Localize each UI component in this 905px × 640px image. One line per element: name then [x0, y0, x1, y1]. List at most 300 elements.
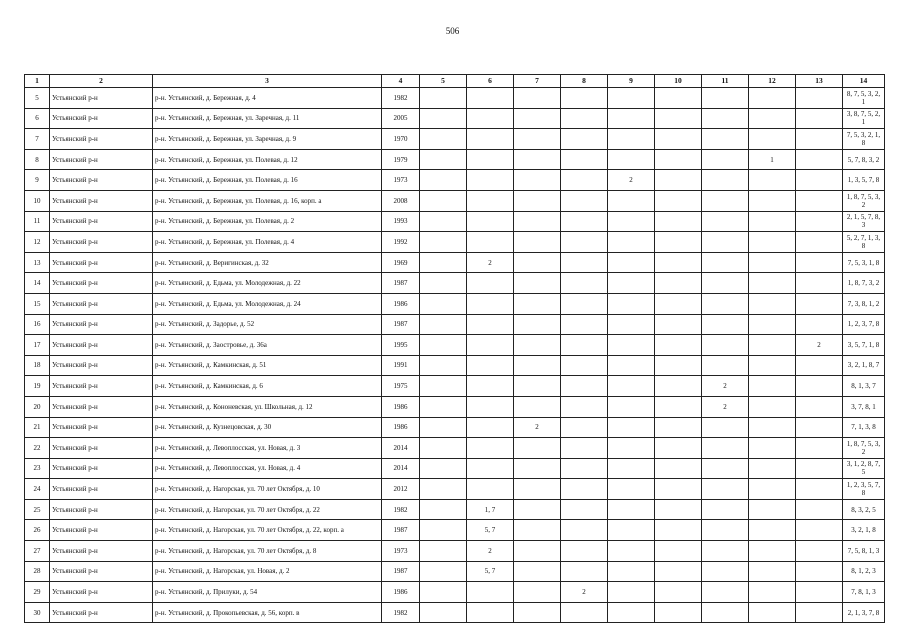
table-cell [655, 582, 702, 603]
column-header: 10 [655, 75, 702, 88]
table-cell [608, 273, 655, 294]
table-cell [561, 335, 608, 356]
table-cell [561, 149, 608, 170]
table-cell [749, 108, 796, 129]
table-cell: 1982 [382, 88, 420, 109]
table-cell: 1, 8, 7, 5, 3, 2 [843, 438, 885, 459]
table-row [25, 520, 885, 541]
table-cell [796, 273, 843, 294]
table-cell [561, 273, 608, 294]
table-cell: р-н. Устьянский, д. Левоплосская, ул. Новая, д. 4 [153, 458, 382, 479]
table-cell [561, 129, 608, 150]
table-cell [655, 273, 702, 294]
table-cell: Устьянский р-н [50, 499, 153, 520]
table-cell: р-н. Устьянский, д. Бережная, д. 4 [153, 88, 382, 109]
table-cell [655, 314, 702, 335]
table-cell [749, 355, 796, 376]
table-cell: 8, 1, 3, 7 [843, 376, 885, 397]
table-cell [608, 314, 655, 335]
table-cell: р-н. Устьянский, д. Бережная, ул. Полевая, д. 16 [153, 170, 382, 191]
table-cell: 2012 [382, 479, 420, 500]
table-row [25, 335, 885, 356]
table-cell [796, 458, 843, 479]
table-cell: 29 [25, 582, 50, 603]
table-cell: Устьянский р-н [50, 190, 153, 211]
table-cell: р-н. Устьянский, д. Бережная, ул. Заречная, д. 11 [153, 108, 382, 129]
table-cell [702, 335, 749, 356]
table-cell [561, 252, 608, 273]
table-cell [796, 417, 843, 438]
table-cell: р-н. Устьянский, д. Задорье, д. 52 [153, 314, 382, 335]
table-cell [420, 355, 467, 376]
table-cell [796, 211, 843, 232]
table-cell [514, 396, 561, 417]
table-cell [467, 335, 514, 356]
column-header: 13 [796, 75, 843, 88]
table-cell [514, 438, 561, 459]
table-cell: 2 [796, 335, 843, 356]
table-cell [702, 602, 749, 623]
table-cell [608, 602, 655, 623]
table-cell: р-н. Устьянский, д. Едьма, ул. Молодежная, д. 22 [153, 273, 382, 294]
table-cell [514, 170, 561, 191]
table-cell [702, 129, 749, 150]
table-cell: 1, 8, 7, 5, 3, 2 [843, 190, 885, 211]
table-cell: р-н. Устьянский, д. Нагорская, ул. 70 лет Октября, д. 22, корп. а [153, 520, 382, 541]
table-cell [420, 376, 467, 397]
table-cell: 27 [25, 541, 50, 562]
table-cell [796, 149, 843, 170]
table-cell [561, 170, 608, 191]
table-cell: 5, 7, 8, 3, 2 [843, 149, 885, 170]
table-cell [514, 499, 561, 520]
table-cell: 8, 7, 5, 3, 2, 1 [843, 88, 885, 109]
table-cell [514, 149, 561, 170]
table-cell [561, 108, 608, 129]
table-row [25, 458, 885, 479]
table-cell: 23 [25, 458, 50, 479]
table-row [25, 541, 885, 562]
table-cell [702, 541, 749, 562]
column-header: 2 [50, 75, 153, 88]
table-cell [467, 88, 514, 109]
table-cell: 28 [25, 561, 50, 582]
table-cell: 2005 [382, 108, 420, 129]
table-cell: 1986 [382, 396, 420, 417]
table-cell [561, 417, 608, 438]
table-cell [702, 582, 749, 603]
table-cell: р-н. Устьянский, д. Кононевская, ул. Школьная, д. 12 [153, 396, 382, 417]
table-row [25, 582, 885, 603]
table-cell [608, 541, 655, 562]
table-cell [514, 252, 561, 273]
header-row [25, 75, 885, 88]
table-row [25, 273, 885, 294]
table-cell [420, 149, 467, 170]
table-cell: 7, 5, 3, 1, 8 [843, 252, 885, 273]
table-cell [702, 520, 749, 541]
column-header: 8 [561, 75, 608, 88]
table-cell [608, 335, 655, 356]
table-cell: 1986 [382, 417, 420, 438]
table-cell: Устьянский р-н [50, 273, 153, 294]
table-cell: Устьянский р-н [50, 396, 153, 417]
table-cell: 2 [561, 582, 608, 603]
column-header: 5 [420, 75, 467, 88]
table-cell [796, 170, 843, 191]
table-cell: Устьянский р-н [50, 170, 153, 191]
table-cell [796, 396, 843, 417]
table-cell: 18 [25, 355, 50, 376]
table-cell: Устьянский р-н [50, 561, 153, 582]
table-cell: 7 [25, 129, 50, 150]
table-cell [749, 129, 796, 150]
table-cell [420, 170, 467, 191]
table-cell: р-н. Устьянский, д. Нагорская, ул. 70 лет Октября, д. 8 [153, 541, 382, 562]
table-cell [608, 376, 655, 397]
table-cell [796, 602, 843, 623]
table-cell [608, 479, 655, 500]
table-cell [796, 438, 843, 459]
table-cell [561, 376, 608, 397]
data-table [24, 74, 885, 623]
table-cell [561, 602, 608, 623]
table-cell [420, 129, 467, 150]
table-cell [420, 335, 467, 356]
table-cell [749, 293, 796, 314]
table-cell: Устьянский р-н [50, 293, 153, 314]
table-cell [796, 561, 843, 582]
table-cell [467, 376, 514, 397]
table-cell [702, 149, 749, 170]
table-cell: р-н. Устьянский, д. Кузнецовская, д. 30 [153, 417, 382, 438]
table-cell [749, 396, 796, 417]
table-cell: 1969 [382, 252, 420, 273]
table-row [25, 561, 885, 582]
column-header: 6 [467, 75, 514, 88]
table-cell [608, 211, 655, 232]
table-cell: 1993 [382, 211, 420, 232]
table-cell [514, 520, 561, 541]
table-cell: 1970 [382, 129, 420, 150]
table-row [25, 376, 885, 397]
table-cell [608, 129, 655, 150]
table-cell: 1982 [382, 499, 420, 520]
column-header: 1 [25, 75, 50, 88]
table-cell: 13 [25, 252, 50, 273]
table-cell [655, 602, 702, 623]
table-cell [608, 520, 655, 541]
table-cell [796, 355, 843, 376]
table-cell [702, 211, 749, 232]
table-cell: р-н. Устьянский, д. Нагорская, ул. 70 лет Октября, д. 10 [153, 479, 382, 500]
table-cell: 1995 [382, 335, 420, 356]
table-row [25, 232, 885, 253]
table-cell [655, 232, 702, 253]
table-cell [796, 88, 843, 109]
table-cell: 3, 5, 7, 1, 8 [843, 335, 885, 356]
table-cell [514, 335, 561, 356]
table-cell [467, 129, 514, 150]
table-row [25, 190, 885, 211]
table-cell [655, 561, 702, 582]
table-cell [514, 561, 561, 582]
table-cell: 5, 2, 7, 1, 3, 8 [843, 232, 885, 253]
table-cell: 21 [25, 417, 50, 438]
table-cell [796, 232, 843, 253]
table-cell [749, 376, 796, 397]
table-row [25, 479, 885, 500]
table-cell [749, 211, 796, 232]
table-cell [796, 479, 843, 500]
table-cell [420, 190, 467, 211]
table-cell [796, 582, 843, 603]
table-cell [608, 499, 655, 520]
column-header: 3 [153, 75, 382, 88]
table-cell: р-н. Устьянский, д. Камкинская, д. 6 [153, 376, 382, 397]
table-cell: 1986 [382, 582, 420, 603]
table-cell: 1979 [382, 149, 420, 170]
table-cell [655, 376, 702, 397]
table-cell [561, 541, 608, 562]
table-cell: Устьянский р-н [50, 88, 153, 109]
table-cell [655, 129, 702, 150]
table-cell: р-н. Устьянский, д. Камкинская, д. 51 [153, 355, 382, 376]
table-cell [796, 252, 843, 273]
table-cell [420, 582, 467, 603]
table-cell [702, 479, 749, 500]
table-cell [420, 541, 467, 562]
table-cell [467, 314, 514, 335]
table-cell: р-н. Устьянский, д. Нагорская, ул. 70 лет Октября, д. 22 [153, 499, 382, 520]
table-cell [514, 602, 561, 623]
table-row [25, 314, 885, 335]
table-cell: 14 [25, 273, 50, 294]
table-cell: 8 [25, 149, 50, 170]
table-cell [702, 108, 749, 129]
table-cell: 3, 2, 1, 8, 7 [843, 355, 885, 376]
table-cell: 5 [25, 88, 50, 109]
table-cell [655, 541, 702, 562]
table-cell [655, 499, 702, 520]
table-cell: 2014 [382, 438, 420, 459]
table-cell: 8, 3, 2, 5 [843, 499, 885, 520]
table-cell: Устьянский р-н [50, 458, 153, 479]
table-cell: Устьянский р-н [50, 211, 153, 232]
table-cell [514, 273, 561, 294]
table-cell: Устьянский р-н [50, 602, 153, 623]
table-cell [467, 232, 514, 253]
table-cell [467, 190, 514, 211]
table-cell [749, 458, 796, 479]
table-cell [655, 458, 702, 479]
table-cell: 2 [702, 396, 749, 417]
table-cell: 1987 [382, 520, 420, 541]
table-cell: Устьянский р-н [50, 520, 153, 541]
table-cell [608, 561, 655, 582]
table-cell [514, 211, 561, 232]
table-cell [796, 190, 843, 211]
table-cell: р-н. Устьянский, д. Прилуки, д. 54 [153, 582, 382, 603]
table-cell [608, 252, 655, 273]
table-cell: 1, 3, 5, 7, 8 [843, 170, 885, 191]
column-header: 14 [843, 75, 885, 88]
table-cell: Устьянский р-н [50, 252, 153, 273]
table-cell: 1, 2, 3, 5, 7, 8 [843, 479, 885, 500]
table-row [25, 170, 885, 191]
table-row [25, 293, 885, 314]
table-cell [702, 170, 749, 191]
table-cell [561, 520, 608, 541]
table-cell: 2, 1, 5, 7, 8, 3 [843, 211, 885, 232]
table-cell [467, 417, 514, 438]
table-cell: 7, 1, 3, 8 [843, 417, 885, 438]
table-cell: 1992 [382, 232, 420, 253]
table-cell [749, 520, 796, 541]
table-cell [514, 376, 561, 397]
table-cell [608, 232, 655, 253]
table-cell [655, 88, 702, 109]
table-cell: 24 [25, 479, 50, 500]
table-cell [749, 602, 796, 623]
table-cell: 20 [25, 396, 50, 417]
table-row [25, 355, 885, 376]
table-cell: 7, 3, 8, 1, 2 [843, 293, 885, 314]
column-header: 4 [382, 75, 420, 88]
table-cell [702, 458, 749, 479]
table-cell [467, 396, 514, 417]
table-cell [420, 211, 467, 232]
table-cell [655, 355, 702, 376]
table-cell [514, 458, 561, 479]
table-cell [749, 561, 796, 582]
table-cell [561, 211, 608, 232]
table-cell [420, 458, 467, 479]
table-cell [702, 88, 749, 109]
table-cell [514, 190, 561, 211]
table-cell: 25 [25, 499, 50, 520]
table-cell: 8, 1, 2, 3 [843, 561, 885, 582]
table-cell [608, 355, 655, 376]
table-cell [420, 108, 467, 129]
table-cell [749, 170, 796, 191]
table-cell [702, 190, 749, 211]
table-cell: р-н. Устьянский, д. Бережная, ул. Полевая, д. 4 [153, 232, 382, 253]
table-cell [702, 499, 749, 520]
table-cell [796, 376, 843, 397]
column-header: 11 [702, 75, 749, 88]
table-cell: 1 [749, 149, 796, 170]
table-row [25, 396, 885, 417]
table-cell [749, 479, 796, 500]
table-cell [467, 149, 514, 170]
table-cell: р-н. Устьянский, д. Веригинская, д. 32 [153, 252, 382, 273]
table-cell: 7, 5, 8, 1, 3 [843, 541, 885, 562]
table-row [25, 108, 885, 129]
table-cell [420, 602, 467, 623]
table-cell [561, 355, 608, 376]
table-cell: 16 [25, 314, 50, 335]
table-cell: 2008 [382, 190, 420, 211]
page-number: 506 [445, 26, 460, 36]
table-cell [420, 232, 467, 253]
table-cell [420, 499, 467, 520]
table-cell: Устьянский р-н [50, 129, 153, 150]
table-cell [514, 88, 561, 109]
table-cell [420, 438, 467, 459]
table-cell [702, 355, 749, 376]
column-header: 9 [608, 75, 655, 88]
table-cell [655, 396, 702, 417]
table-cell [608, 293, 655, 314]
table-cell [608, 108, 655, 129]
table-cell [796, 314, 843, 335]
table-cell [702, 252, 749, 273]
table-cell [702, 293, 749, 314]
table-cell [796, 108, 843, 129]
table-cell [608, 417, 655, 438]
table-cell: 3, 2, 1, 8 [843, 520, 885, 541]
table-cell [608, 88, 655, 109]
table-cell: р-н. Устьянский, д. Бережная, ул. Полевая, д. 12 [153, 149, 382, 170]
table-cell [655, 190, 702, 211]
table-cell [514, 355, 561, 376]
table-cell: 7, 5, 3, 2, 1, 8 [843, 129, 885, 150]
table-row [25, 129, 885, 150]
table-cell [655, 149, 702, 170]
table-cell [655, 335, 702, 356]
table-cell: Устьянский р-н [50, 314, 153, 335]
table-cell: 19 [25, 376, 50, 397]
table-cell [796, 499, 843, 520]
table-cell [749, 417, 796, 438]
table-cell [796, 541, 843, 562]
table-cell: 10 [25, 190, 50, 211]
table-cell: 1973 [382, 541, 420, 562]
table-cell [420, 88, 467, 109]
table-cell [702, 561, 749, 582]
table-row [25, 602, 885, 623]
table-cell [608, 396, 655, 417]
table-cell [702, 417, 749, 438]
table-cell: 1987 [382, 561, 420, 582]
table-cell [514, 582, 561, 603]
table-cell: 17 [25, 335, 50, 356]
table-cell [561, 88, 608, 109]
table-cell [514, 314, 561, 335]
table-cell: 1973 [382, 170, 420, 191]
table-cell: Устьянский р-н [50, 232, 153, 253]
table-cell [467, 438, 514, 459]
table-cell [514, 479, 561, 500]
table-cell [514, 293, 561, 314]
table-cell [467, 582, 514, 603]
table-cell [749, 499, 796, 520]
table-cell [749, 273, 796, 294]
table-cell: Устьянский р-н [50, 335, 153, 356]
table-cell [655, 438, 702, 459]
table-cell: 1987 [382, 273, 420, 294]
table-cell [420, 396, 467, 417]
table-cell [608, 438, 655, 459]
table-cell [561, 190, 608, 211]
table-cell [655, 293, 702, 314]
table-row [25, 417, 885, 438]
table-cell [467, 602, 514, 623]
table-cell [420, 561, 467, 582]
table-cell [420, 293, 467, 314]
table-cell [561, 232, 608, 253]
